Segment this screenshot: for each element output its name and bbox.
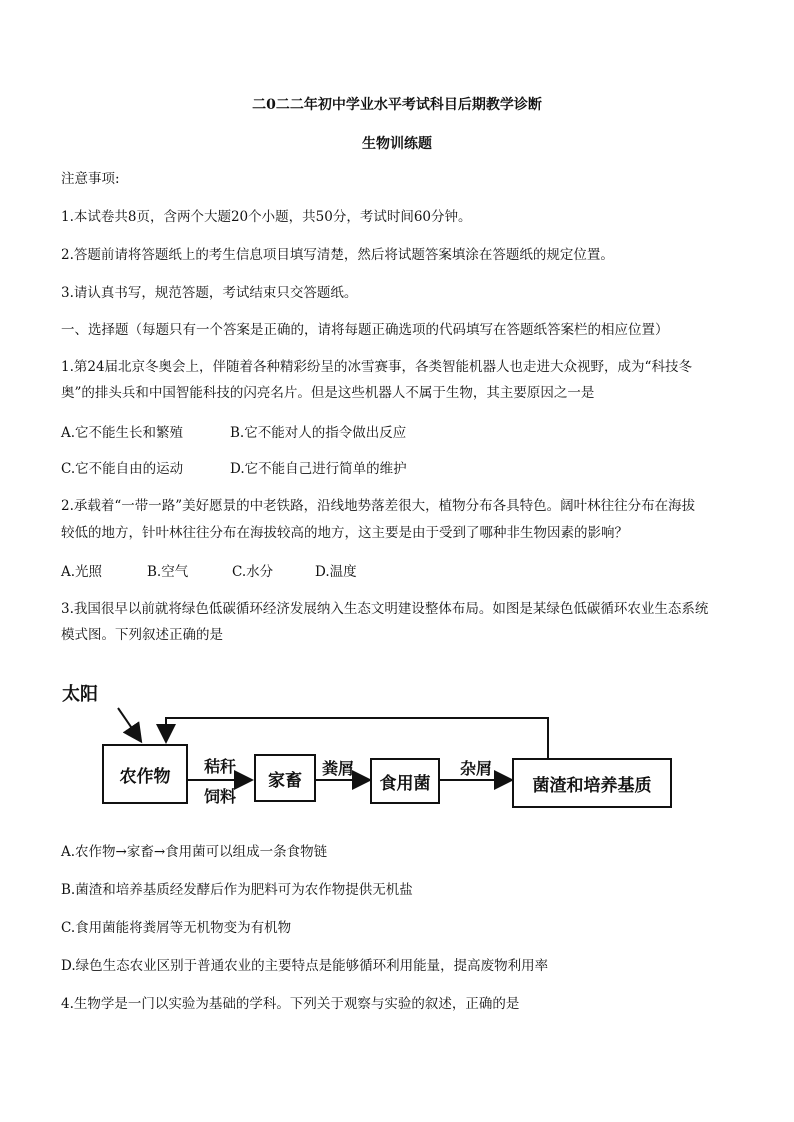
page-title: 二0二二年初中学业水平考试科目后期教学诊断: [252, 97, 542, 113]
q1-option-d: D.它不能自己进行简单的维护: [230, 461, 407, 477]
q1-option-c: C.它不能自由的运动: [61, 461, 184, 477]
note-item-1: 1.本试卷共8页，含两个大题20个小题，共50分，考试时间60分钟。: [61, 209, 472, 225]
q4-stem-line1: 4.生物学是一门以实验为基础的学科。下列关于观察与实验的叙述，正确的是: [61, 996, 520, 1012]
residue-box: 菌渣和培养基质: [512, 758, 672, 808]
note-item-3: 3.请认真书写，规范答题，考试结束只交答题纸。: [61, 285, 358, 301]
arrow2-label: 粪屑: [322, 759, 355, 778]
notes-heading: 注意事项:: [61, 171, 120, 187]
arrow1-bottom-label: 饲料: [204, 787, 237, 806]
ecosystem-diagram: [60, 668, 740, 828]
arrow1-top-label: 秸秆: [204, 757, 237, 776]
q2-option-b: B.空气: [147, 564, 189, 580]
q1-option-b: B.它不能对人的指令做出反应: [230, 425, 407, 441]
section-heading: 一、选择题（每题只有一个答案是正确的，请将每题正确选项的代码填写在答题纸答案栏的相应位置）: [61, 322, 669, 338]
q2-stem-line2: 较低的地方，针叶林往往分布在海拔较高的地方，这主要是由于受到了哪种非生物因素的影响？: [61, 525, 628, 541]
q3-stem-line2: 模式图。下列叙述正确的是: [61, 627, 223, 643]
q1-stem-line1: 1.第24届北京冬奥会上，伴随着各种精彩纷呈的冰雪赛事，各类智能机器人也走进大众视野，成为“科技冬: [61, 359, 692, 375]
q2-option-d: D.温度: [315, 564, 357, 580]
arrow3-label: 杂屑: [460, 759, 493, 778]
feedback-arrow: [166, 718, 548, 758]
crop-box: 农作物: [102, 744, 188, 804]
fungi-box: 食用菌: [370, 758, 440, 804]
q1-stem-line2: 奥”的排头兵和中国智能科技的闪亮名片。但是这些机器人不属于生物，其主要原因之一是: [61, 385, 595, 401]
q3-option-a: A.农作物→家畜→食用菌可以组成一条食物链: [61, 844, 328, 860]
sun-arrow: [118, 708, 140, 740]
q1-option-a: A.它不能生长和繁殖: [61, 425, 184, 441]
q3-option-c: C.食用菌能将粪屑等无机物变为有机物: [61, 920, 292, 936]
q2-option-a: A.光照: [61, 564, 103, 580]
q2-stem-line1: 2.承载着“一带一路”美好愿景的中老铁路，沿线地势落差很大，植物分布各具特色。阔叶林往往分布在海拔: [61, 498, 696, 514]
q3-option-b: B.菌渣和培养基质经发酵后作为肥料可为农作物提供无机盐: [61, 882, 413, 898]
page-subtitle: 生物训练题: [362, 136, 432, 152]
livestock-box: 家畜: [254, 754, 316, 802]
q3-stem-line1: 3.我国很早以前就将绿色低碳循环经济发展纳入生态文明建设整体布局。如图是某绿色低碳循环农业生态系统: [61, 601, 709, 617]
note-item-2: 2.答题前请将答题纸上的考生信息项目填写清楚，然后将试题答案填涂在答题纸的规定位置。: [61, 247, 614, 263]
sun-label: 太阳: [62, 684, 98, 705]
q2-option-c: C.水分: [232, 564, 274, 580]
q3-option-d: D.绿色生态农业区别于普通农业的主要特点是能够循环利用能量，提高废物利用率: [61, 958, 549, 974]
